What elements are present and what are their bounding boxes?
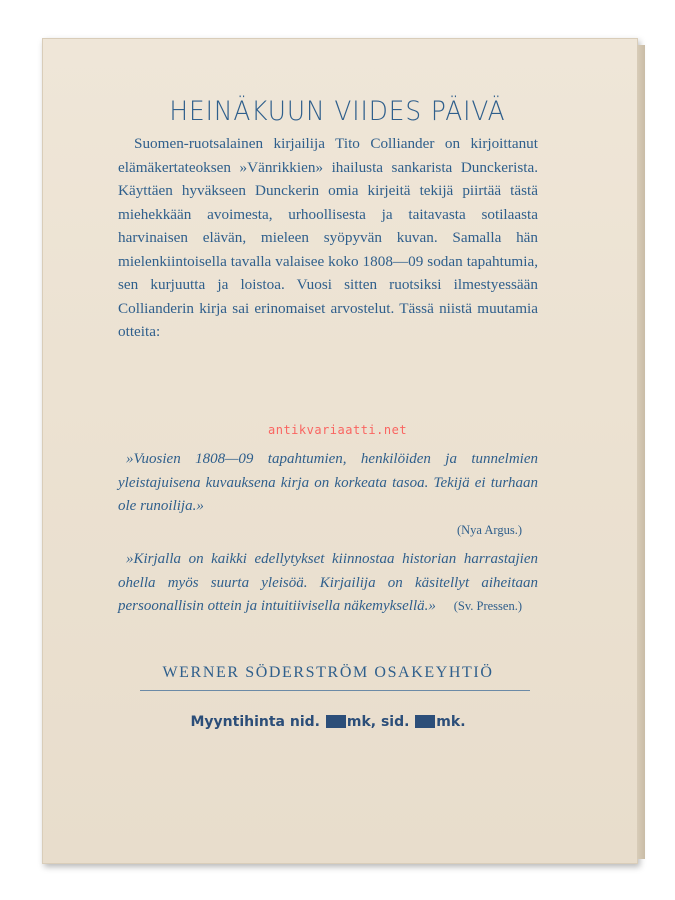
quote-source: (Sv. Pressen.) — [453, 599, 522, 613]
price-middle: mk, sid. — [346, 714, 410, 730]
quote-text — [118, 548, 538, 619]
publisher-name: WERNER SÖDERSTRÖM OSAKEYHTIÖ — [162, 664, 494, 681]
quote-source: (Nya Argus.) — [456, 522, 522, 537]
divider-rule — [140, 690, 530, 691]
watermark: antikvariaatti.net — [268, 423, 408, 437]
book-page-edge — [637, 45, 645, 859]
price-suffix: mk. — [436, 714, 466, 730]
cover-title: HEINÄKUUN VIIDES PÄIVÄ — [169, 96, 506, 127]
price-redaction-mark — [326, 715, 346, 728]
price-prefix: Myyntihinta nid. — [190, 714, 320, 730]
quote-text-content: »Kirjalla on kaikki edellytykset kiinnostaa historian harrastajien ohella myös suurta yleisöä. Kirjailija on käsitellyt aiheitaan persoonallisin ottein ja intuitiivisella näkemyksellä.» — [118, 551, 538, 614]
price-line — [118, 714, 538, 730]
review-quote-2 — [118, 548, 538, 619]
review-quote-1 — [118, 448, 538, 542]
price-redaction-mark — [415, 715, 435, 728]
description-paragraph: Suomen-ruotsalainen kirjailija Tito Colliander on kirjoittanut elämäkertateoksen »Vänrikkien» ihailusta sankarista Dunckerista. Käyttäen hyväkseen Dunckerin omia kirjeitä tekijä piirtää tästä miehekkään avoimesta, urhoollisesta ja taitavasta sotilaasta harvinaisen elävän, mieleen syöpyvän kuvan. Samalla hän mielenkiintoisella tavalla valaisee koko 1808—09 sodan tapahtumia, sen kurjuutta ja loistoa. Vuosi sitten ruotsiksi ilmestyessään Collianderin kirja sai erinomaiset arvostelut. Tässä niistä muutamia otteita: — [118, 135, 538, 340]
quote-text: »Vuosien 1808—09 tapahtumien, henkilöiden ja tunnelmien yleistajuisena kuvauksena kirja on korkeata tasoa. Tekijä ei turhaan ole runoilija.» — [118, 451, 538, 514]
description-block — [118, 132, 538, 344]
